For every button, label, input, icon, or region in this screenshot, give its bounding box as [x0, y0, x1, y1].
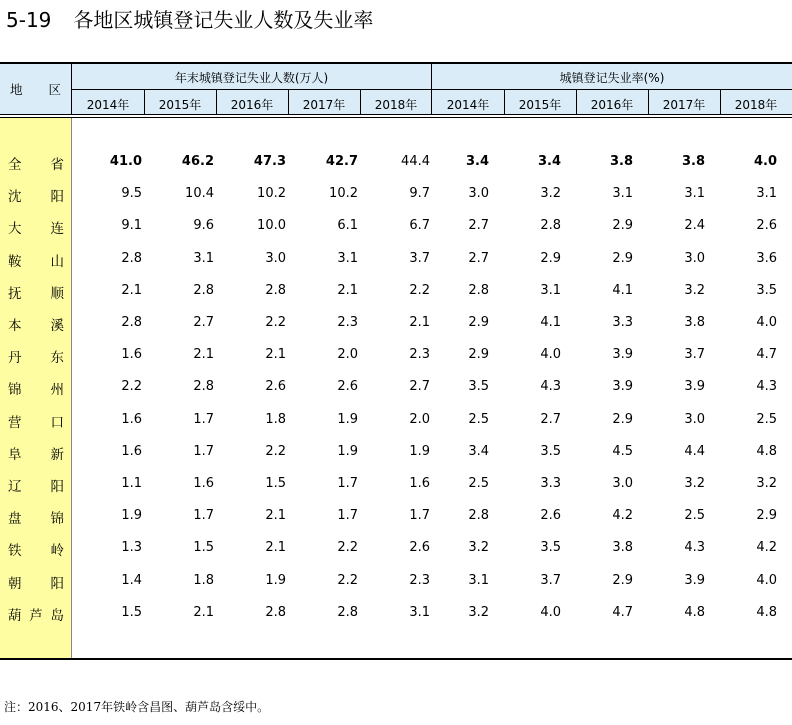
- unemployed-count-header: 年末城镇登记失业人数(万人): [174, 71, 329, 85]
- unemployment-rate-cell: 3.5: [468, 379, 489, 395]
- year-divider: [720, 90, 721, 115]
- region-name: 丹 东: [8, 350, 64, 367]
- unemployed-count-cell: 1.5: [121, 604, 142, 620]
- region-name: 朝 阳: [8, 575, 64, 592]
- region-name: 铁 岭: [8, 543, 64, 560]
- unemployed-count-cell: 10.0: [257, 218, 286, 234]
- unemployed-count-cell: 1.6: [121, 411, 142, 427]
- unemployed-count-cell: 1.3: [121, 540, 142, 556]
- unemployment-rate-cell: 3.3: [612, 315, 633, 330]
- unemployment-rate-cell: 2.9: [612, 411, 633, 427]
- unemployed-count-cell: 1.7: [337, 508, 358, 524]
- unemployment-rate-cell: 3.8: [612, 540, 633, 556]
- unemployment-rate-cell: 4.0: [540, 347, 561, 363]
- unemployment-rate-cell: 4.0: [540, 604, 561, 620]
- unemployed-count-cell: 1.1: [121, 476, 142, 491]
- footnote: 注：2016、2017年铁岭含昌图、葫芦岛含绥中。: [4, 700, 270, 714]
- unemployment-rate-cell: 3.4: [468, 443, 489, 459]
- unemployed-count-cell: 1.6: [121, 347, 142, 363]
- unemployed-count-cell: 2.1: [409, 315, 430, 330]
- unemployment-rate-cell: 3.6: [756, 250, 777, 266]
- unemployed-count-cell: 1.9: [409, 443, 430, 459]
- unemployed-count-cell: 2.2: [121, 379, 142, 395]
- unemployed-count-cell: 2.6: [265, 379, 286, 395]
- unemployment-rate-cell: 3.8: [609, 154, 633, 169]
- unemployment-rate-cell: 4.3: [756, 379, 777, 395]
- unemployment-rate-cell: 2.8: [468, 282, 489, 298]
- unemployed-count-cell: 10.2: [329, 186, 358, 202]
- unemployed-count-cell: 1.6: [193, 476, 214, 491]
- year-divider: [648, 90, 649, 115]
- rate-year-header: 2015年: [518, 98, 562, 112]
- unemployment-rate-cell: 2.4: [684, 218, 705, 234]
- unemployed-count-cell: 2.8: [193, 282, 214, 298]
- unemployed-count-cell: 1.9: [337, 443, 358, 459]
- region-name: 葫 芦 岛: [8, 607, 64, 624]
- count-year-header: 2018年: [374, 98, 418, 112]
- year-divider: [216, 90, 217, 115]
- statistics-table: [0, 62, 792, 662]
- unemployed-count-cell: 3.0: [265, 250, 286, 266]
- unemployed-count-cell: 2.7: [193, 315, 214, 330]
- unemployed-count-cell: 1.8: [193, 572, 214, 588]
- unemployed-count-cell: 1.7: [193, 508, 214, 524]
- unemployment-rate-cell: 2.8: [540, 218, 561, 234]
- header-bottom-rule-2: [0, 117, 792, 118]
- unemployment-rate-cell: 4.8: [756, 604, 777, 620]
- unemployment-rate-cell: 2.5: [684, 508, 705, 524]
- rate-year-header: 2014年: [446, 98, 490, 112]
- unemployment-rate-cell: 3.4: [537, 154, 561, 169]
- unemployment-rate-cell: 3.7: [540, 572, 561, 588]
- unemployment-rate-cell: 3.0: [612, 476, 633, 491]
- unemployment-rate-cell: 4.4: [684, 443, 705, 459]
- unemployed-count-cell: 1.9: [121, 508, 142, 524]
- unemployment-rate-cell: 3.2: [684, 282, 705, 298]
- unemployed-count-cell: 2.2: [337, 540, 358, 556]
- year-divider: [288, 90, 289, 115]
- unemployment-rate-cell: 4.0: [756, 315, 777, 330]
- unemployed-count-cell: 9.7: [409, 186, 430, 202]
- unemployment-rate-cell: 4.2: [612, 508, 633, 524]
- unemployment-rate-cell: 3.5: [540, 443, 561, 459]
- unemployment-rate-cell: 4.2: [756, 540, 777, 556]
- unemployment-rate-cell: 2.9: [468, 315, 489, 330]
- unemployed-count-cell: 2.8: [193, 379, 214, 395]
- unemployment-rate-cell: 3.1: [612, 186, 633, 202]
- unemployed-count-cell: 2.6: [337, 379, 358, 395]
- unemployed-count-cell: 2.8: [265, 604, 286, 620]
- rate-year-header: 2016年: [590, 98, 634, 112]
- region-name: 营 口: [8, 414, 64, 431]
- unemployment-rate-cell: 3.9: [612, 347, 633, 363]
- unemployed-count-cell: 44.4: [401, 154, 430, 169]
- unemployed-count-cell: 6.7: [409, 218, 430, 234]
- year-divider: [360, 90, 361, 115]
- unemployment-rate-cell: 3.9: [612, 379, 633, 395]
- unemployment-rate-cell: 2.6: [540, 508, 561, 524]
- page-title: [6, 4, 373, 36]
- unemployed-count-cell: 2.1: [265, 347, 286, 363]
- unemployed-count-cell: 3.1: [409, 604, 430, 620]
- unemployed-count-cell: 2.8: [121, 250, 142, 266]
- unemployment-rate-cell: 3.1: [756, 186, 777, 202]
- unemployed-count-cell: 2.2: [265, 315, 286, 330]
- unemployment-rate-cell: 4.7: [612, 604, 633, 620]
- unemployment-rate-cell: 2.5: [468, 476, 489, 491]
- unemployed-count-cell: 6.1: [337, 218, 358, 234]
- unemployed-count-cell: 2.1: [193, 347, 214, 363]
- unemployment-rate-cell: 3.5: [756, 282, 777, 298]
- unemployed-count-cell: 9.1: [121, 218, 142, 234]
- unemployed-count-cell: 3.1: [193, 250, 214, 266]
- unemployed-count-cell: 1.5: [193, 540, 214, 556]
- unemployed-count-cell: 2.3: [409, 572, 430, 588]
- unemployed-count-cell: 42.7: [325, 154, 358, 169]
- unemployment-rate-cell: 3.1: [468, 572, 489, 588]
- unemployed-count-cell: 1.7: [193, 443, 214, 459]
- table-number: 5-19: [6, 8, 52, 32]
- unemployment-rate-cell: 3.0: [684, 250, 705, 266]
- unemployment-rate-cell: 3.5: [540, 540, 561, 556]
- unemployment-rate-cell: 2.7: [540, 411, 561, 427]
- unemployed-count-cell: 9.5: [121, 186, 142, 202]
- unemployed-count-cell: 2.0: [409, 411, 430, 427]
- region-name: 辽 阳: [8, 479, 64, 495]
- unemployed-count-cell: 1.7: [193, 411, 214, 427]
- unemployment-rate-cell: 4.7: [756, 347, 777, 363]
- unemployed-count-cell: 1.7: [409, 508, 430, 524]
- unemployment-rate-cell: 2.9: [612, 572, 633, 588]
- unemployment-rate-cell: 2.9: [468, 347, 489, 363]
- region-name: 全 省: [8, 157, 64, 173]
- unemployment-rate-cell: 2.9: [540, 250, 561, 266]
- unemployed-count-cell: 1.4: [121, 572, 142, 588]
- unemployed-count-cell: 10.4: [185, 186, 214, 202]
- unemployed-count-cell: 1.6: [121, 443, 142, 459]
- unemployment-rate-cell: 4.3: [684, 540, 705, 556]
- unemployed-count-cell: 3.1: [337, 250, 358, 266]
- unemployment-rate-cell: 3.3: [540, 476, 561, 491]
- unemployed-count-cell: 2.1: [193, 604, 214, 620]
- unemployment-rate-cell: 3.1: [684, 186, 705, 202]
- unemployment-rate-cell: 3.4: [465, 154, 489, 169]
- unemployed-count-cell: 2.8: [265, 282, 286, 298]
- unemployment-rate-cell: 4.8: [684, 604, 705, 620]
- unemployed-count-cell: 2.2: [337, 572, 358, 588]
- unemployment-rate-cell: 2.9: [612, 250, 633, 266]
- unemployment-rate-cell: 3.0: [468, 186, 489, 202]
- year-divider: [504, 90, 505, 115]
- region-name: 抚 顺: [8, 285, 64, 302]
- unemployment-rate-cell: 3.9: [684, 572, 705, 588]
- unemployed-count-cell: 1.9: [337, 411, 358, 427]
- unemployed-count-cell: 2.1: [121, 282, 142, 298]
- unemployed-count-cell: 1.9: [265, 572, 286, 588]
- region-name: 阜 新: [8, 446, 64, 463]
- unemployed-count-cell: 2.1: [337, 282, 358, 298]
- top-rule: [0, 62, 792, 64]
- unemployment-rate-cell: 4.0: [756, 572, 777, 588]
- unemployment-rate-cell: 3.8: [684, 315, 705, 330]
- unemployed-count-cell: 10.2: [257, 186, 286, 202]
- unemployment-rate-cell: 3.2: [756, 476, 777, 491]
- unemployed-count-cell: 41.0: [109, 154, 142, 169]
- unemployment-rate-cell: 3.9: [684, 379, 705, 395]
- year-divider: [576, 90, 577, 115]
- table-title: 各地区城镇登记失业人数及失业率: [73, 8, 374, 32]
- unemployment-rate-cell: 3.2: [468, 540, 489, 556]
- unemployment-rate-cell: 2.5: [468, 411, 489, 427]
- region-header: 地 区: [9, 82, 62, 97]
- region-name: 大 连: [8, 221, 64, 238]
- bottom-rule: [0, 658, 792, 660]
- unemployed-count-cell: 2.8: [121, 315, 142, 330]
- region-name: 鞍 山: [8, 253, 64, 270]
- unemployment-rate-cell: 4.8: [756, 443, 777, 459]
- count-year-header: 2017年: [302, 98, 346, 112]
- unemployed-count-cell: 46.2: [181, 154, 214, 169]
- region-name: 锦 州: [8, 382, 64, 399]
- unemployment-rate-cell: 2.9: [756, 508, 777, 524]
- unemployment-rate-cell: 3.0: [684, 411, 705, 427]
- unemployment-rate-cell: 4.1: [612, 282, 633, 298]
- unemployed-count-cell: 47.3: [253, 154, 286, 169]
- unemployed-count-cell: 2.2: [409, 282, 430, 298]
- unemployed-count-cell: 2.1: [265, 508, 286, 524]
- unemployed-count-cell: 1.7: [337, 476, 358, 491]
- rate-year-header: 2018年: [734, 98, 778, 112]
- unemployment-rate-cell: 2.6: [756, 218, 777, 234]
- unemployed-count-cell: 1.6: [409, 476, 430, 491]
- unemployment-rate-cell: 4.5: [612, 443, 633, 459]
- count-year-header: 2016年: [230, 98, 274, 112]
- unemployed-count-cell: 1.8: [265, 411, 286, 427]
- unemployed-count-cell: 2.8: [337, 604, 358, 620]
- unemployment-rate-cell: 4.1: [540, 315, 561, 330]
- unemployment-rate-cell: 2.8: [468, 508, 489, 524]
- unemployment-rate-cell: 2.5: [756, 411, 777, 427]
- unemployed-count-cell: 2.3: [337, 315, 358, 330]
- rate-year-header: 2017年: [662, 98, 706, 112]
- unemployment-rate-cell: 3.7: [684, 347, 705, 363]
- unemployment-rate-cell: 2.9: [612, 218, 633, 234]
- unemployed-count-cell: 1.5: [265, 476, 286, 491]
- count-year-header: 2014年: [86, 98, 130, 112]
- unemployment-rate-cell: 3.2: [468, 604, 489, 620]
- region-name: 本 溪: [8, 318, 64, 334]
- unemployment-rate-cell: 4.0: [753, 154, 777, 169]
- region-name: 盘 锦: [8, 511, 64, 528]
- unemployment-rate-cell: 4.3: [540, 379, 561, 395]
- unemployed-count-cell: 2.0: [337, 347, 358, 363]
- unemployed-count-cell: 2.2: [265, 443, 286, 459]
- region-name: 沈 阳: [8, 189, 64, 206]
- unemployed-count-cell: 3.7: [409, 250, 430, 266]
- unemployed-count-cell: 2.3: [409, 347, 430, 363]
- unemployment-rate-cell: 2.7: [468, 218, 489, 234]
- unemployed-count-cell: 9.6: [193, 218, 214, 234]
- unemployed-count-cell: 2.6: [409, 540, 430, 556]
- header-bottom-rule: [0, 114, 792, 115]
- unemployment-rate-cell: 3.1: [540, 282, 561, 298]
- unemployment-rate-cell: 3.2: [540, 186, 561, 202]
- unemployment-rate-cell: 3.2: [684, 476, 705, 491]
- unemployment-rate-cell: 2.7: [468, 250, 489, 266]
- unemployment-rate-header: 城镇登记失业率(%): [559, 71, 665, 85]
- year-divider: [144, 90, 145, 115]
- unemployed-count-cell: 2.7: [409, 379, 430, 395]
- count-year-header: 2015年: [158, 98, 202, 112]
- unemployed-count-cell: 2.1: [265, 540, 286, 556]
- unemployment-rate-cell: 3.8: [681, 154, 705, 169]
